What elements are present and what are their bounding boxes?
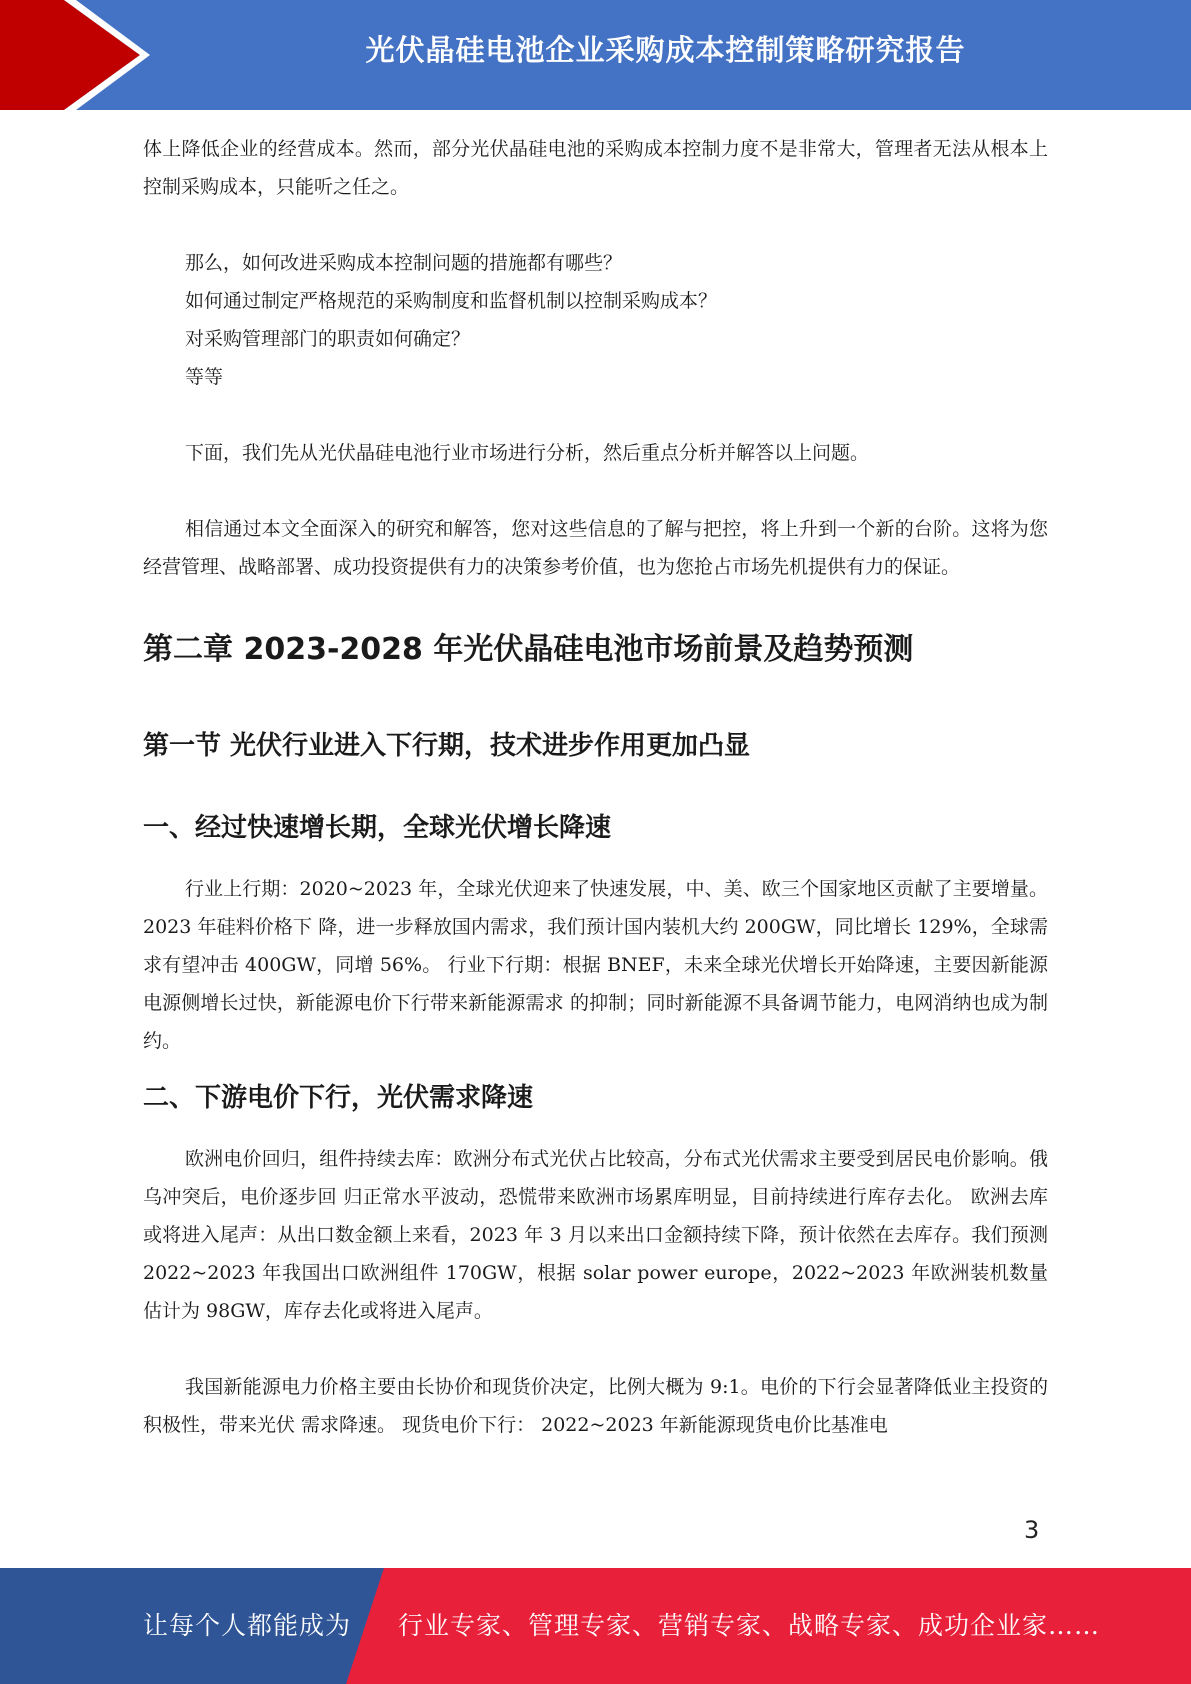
question-item: 等等	[185, 366, 224, 388]
question-item: 那么，如何改进采购成本控制问题的措施都有哪些？	[185, 252, 623, 274]
subsection-2-paragraph-2: 我国新能源电力价格主要由长协价和现货价决定，比例大概为 9:1。电价的下行会显著降低业主投资的积极性，带来光伏 需求降速。 现货电价下行： 2022~2023 年新能源现货电价比基准电	[143, 1376, 1048, 1436]
subsection-1-paragraph: 行业上行期：2020~2023 年，全球光伏迎来了快速发展，中、美、欧三个国家地区贡献了主要增量。2023 年硅料价格下 降，进一步释放国内需求，我们预计国内装机大约 200GW，同比增长 129%，全球需求有望冲击 400GW，同增 56%。 行业下行期：根据 BNEF，未来全球光伏增长开始降速，主要因新能源电源侧增长过快，新能源电价下行带来新能源需求 的抑制；同时新能源不具备调节能力，电网消纳也成为制约。	[143, 878, 1048, 1052]
section-title: 第一节 光伏行业进入下行期，技术进步作用更加凸显	[143, 731, 751, 761]
question-item: 对采购管理部门的职责如何确定？	[185, 328, 471, 350]
subsection-title-2: 二、下游电价下行，光伏需求降速	[143, 1083, 534, 1113]
footer-slogan-left: 让每个人都能成为	[143, 1611, 352, 1640]
document-body	[143, 130, 1048, 1444]
page-header	[0, 0, 1191, 110]
header-title: 光伏晶硅电池企业采购成本控制策略研究报告	[365, 33, 966, 67]
page-footer	[0, 1568, 1191, 1684]
footer-slogan-right: 行业专家、管理专家、营销专家、战略专家、成功企业家……	[398, 1611, 1101, 1640]
question-item: 如何通过制定严格规范的采购制度和监督机制以控制采购成本？	[185, 290, 718, 312]
intro-paragraph: 体上降低企业的经营成本。然而，部分光伏晶硅电池的采购成本控制力度不是非常大，管理者无法从根本上控制采购成本，只能听之任之。	[143, 138, 1048, 198]
analysis-paragraph: 下面，我们先从光伏晶硅电池行业市场进行分析，然后重点分析并解答以上问题。	[185, 442, 870, 464]
page-number: 3	[1024, 1516, 1040, 1544]
chapter-title: 第二章 2023-2028 年光伏晶硅电池市场前景及趋势预测	[143, 632, 914, 667]
value-paragraph: 相信通过本文全面深入的研究和解答，您对这些信息的了解与把控，将上升到一个新的台阶。这将为您经营管理、战略部署、成功投资提供有力的决策参考价值，也为您抢占市场先机提供有力的保证。	[143, 518, 1048, 578]
subsection-2-paragraph-1: 欧洲电价回归，组件持续去库：欧洲分布式光伏占比较高，分布式光伏需求主要受到居民电价影响。俄乌冲突后，电价逐步回 归正常水平波动，恐慌带来欧洲市场累库明显，目前持续进行库存去化。 欧洲去库或将进入尾声：从出口数金额上来看，2023 年 3 月以来出口金额持续下降，预计依然在去库存。我们预测 2022~2023 年我国出口欧洲组件 170GW，根据 solar power europe，2022~2023 年欧洲装机数量估计为 98GW，库存去化或将进入尾声。	[143, 1148, 1048, 1322]
subsection-title-1: 一、经过快速增长期，全球光伏增长降速	[143, 813, 612, 843]
